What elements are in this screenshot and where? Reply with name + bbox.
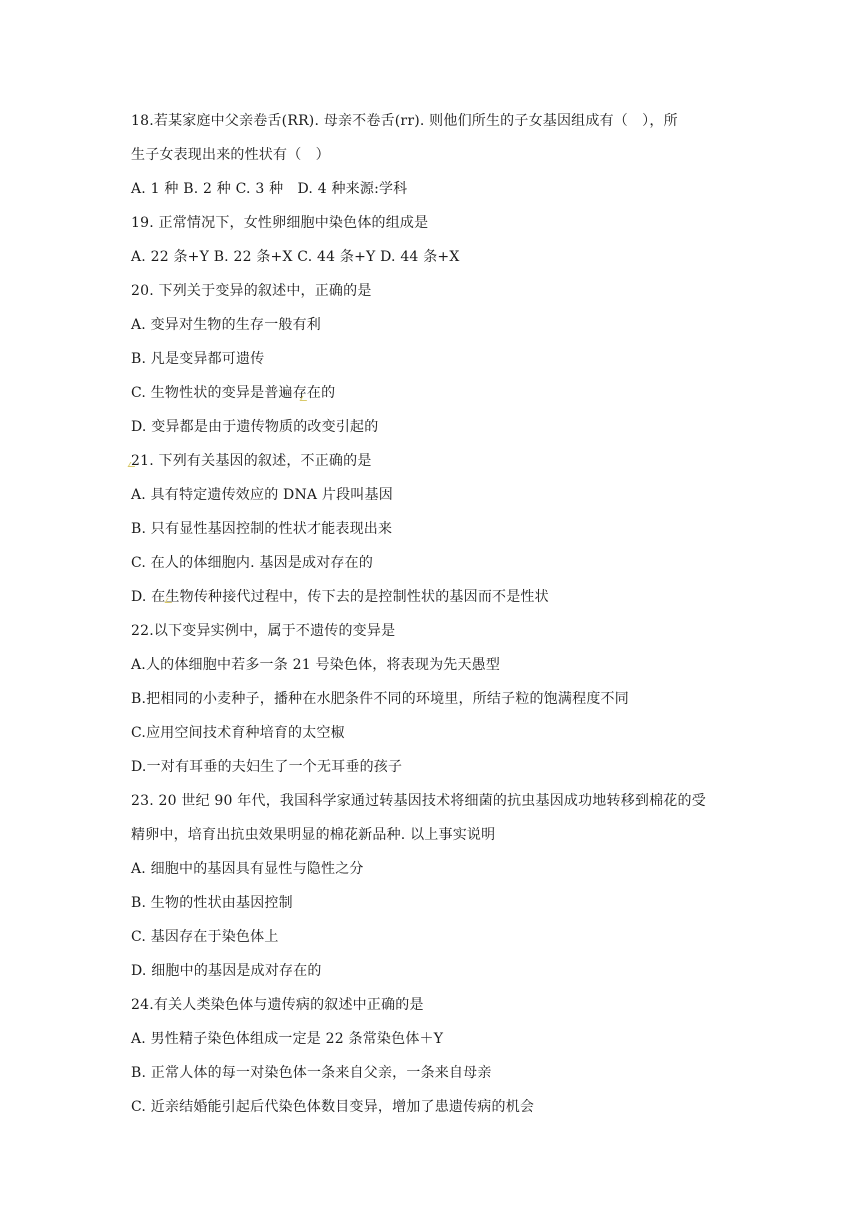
text-line: A. 细胞中的基因具有显性与隐性之分: [131, 861, 364, 877]
text-line: A. 22 条+Y B. 22 条+X C. 44 条+Y D. 44 条+X: [131, 249, 460, 265]
text-line: 18.若某家庭中父亲卷舌(RR). 母亲不卷舌(rr). 则他们所生的子女基因组成有（ ），所: [131, 113, 678, 129]
text-line: A. 男性精子染色体组成一定是 22 条常染色体＋Y: [131, 1031, 444, 1047]
text-line: C. 近亲结婚能引起后代染色体数目变异，增加了患遗传病的机会: [131, 1099, 535, 1115]
text-line: C. 基因存在于染色体上: [131, 929, 279, 945]
text-line: B. 生物的性状由基因控制: [131, 895, 293, 911]
text-line: 24.有关人类染色体与遗传病的叙述中正确的是: [131, 997, 424, 1013]
text-line: D. 变异都是由于遗传物质的改变引起的: [131, 419, 379, 435]
text-line: D.一对有耳垂的夫妇生了一个无耳垂的孩子: [131, 759, 403, 775]
text-line: 19. 正常情况下，女性卵细胞中染色体的组成是: [131, 215, 429, 231]
text-line: D. 在生物传种接代过程中，传下去的是控制性状的基因而不是性状: [131, 589, 549, 605]
text-line: A. 变异对生物的生存一般有利: [131, 317, 322, 333]
text-line: A. 1 种 B. 2 种 C. 3 种 D. 4 种来源:学科: [131, 181, 408, 197]
text-line: 精卵中，培育出抗虫效果明显的棉花新品种. 以上事实说明: [131, 827, 496, 843]
text-line: B. 凡是变异都可遗传: [131, 351, 265, 367]
text-line: A. 具有特定遗传效应的 DNA 片段叫基因: [131, 487, 393, 503]
text-line: C.应用空间技术育种培育的太空椒: [131, 725, 345, 741]
text-line: 22.以下变异实例中，属于不遗传的变异是: [131, 623, 396, 639]
text-line: 20. 下列关于变异的叙述中，正确的是: [131, 283, 372, 299]
text-line: 21. 下列有关基因的叙述，不正确的是: [131, 453, 372, 469]
text-line: B. 正常人体的每一对染色体一条来自父亲，一条来自母亲: [131, 1065, 492, 1081]
text-line: C. 生物性状的变异是普遍存在的: [131, 385, 336, 401]
text-line: B.把相同的小麦种子，播种在水肥条件不同的环境里，所结子粒的饱满程度不同: [131, 691, 629, 707]
text-line: C. 在人的体细胞内. 基因是成对存在的: [131, 555, 374, 571]
text-line: A.人的体细胞中若多一条 21 号染色体，将表现为先天愚型: [131, 657, 501, 673]
text-line: D. 细胞中的基因是成对存在的: [131, 963, 322, 979]
text-line: 23. 20 世纪 90 年代，我国科学家通过转基因技术将细菌的抗虫基因成功地转移到棉花的受: [131, 793, 706, 809]
text-line: B. 只有显性基因控制的性状才能表现出来: [131, 521, 393, 537]
text-line: 生子女表现出来的性状有（ ）: [131, 147, 330, 163]
